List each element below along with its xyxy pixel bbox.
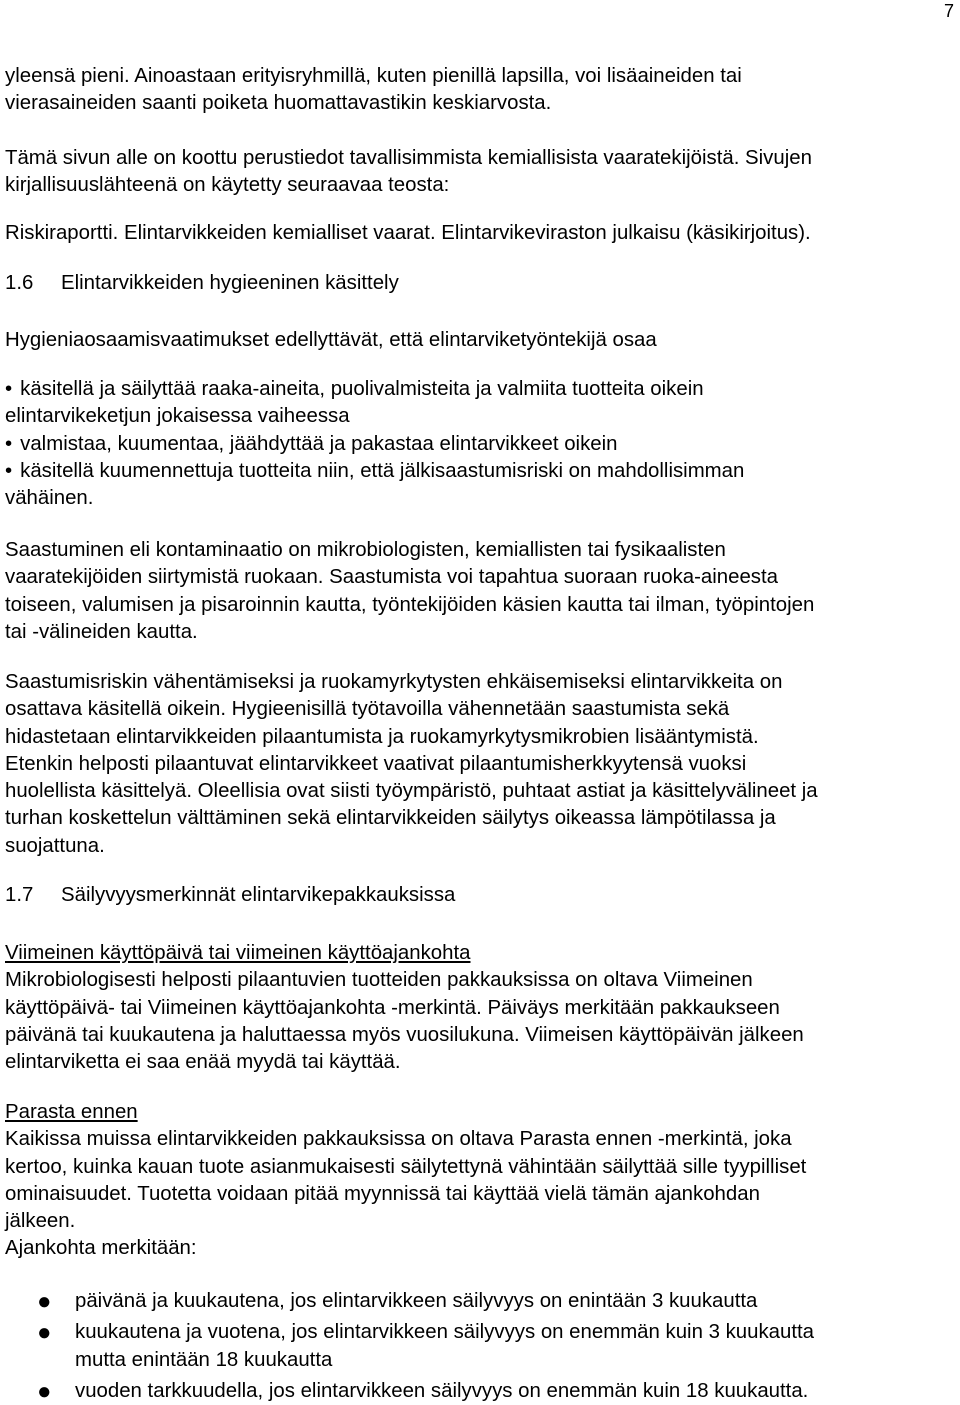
- text-line: turhan koskettelun välttäminen sekä elintarvikkeiden säilytys oikeassa lämpötilassa ja: [5, 807, 776, 830]
- text-line: käyttöpäivä- tai Viimeinen käyttöajankohta -merkintä. Päiväys merkitään pakkaukseen: [5, 996, 780, 1019]
- bullet-icon: ●: [37, 1319, 52, 1347]
- text-line: kertoo, kuinka kauan tuote asianmukaisesti säilytettynä vähintään säilyttää sille tyypilliset: [5, 1155, 807, 1178]
- list-item: [5, 1288, 955, 1315]
- text-line: Kaikissa muissa elintarvikkeiden pakkauksissa on oltava Parasta ennen -merkintä, joka: [5, 1128, 792, 1151]
- text-line: Tämä sivun alle on koottu perustiedot tavallisimmista kemiallisista vaaratekijöistä. Sivujen: [5, 147, 812, 169]
- text-line: kirjallisuuslähteenä on käytetty seuraavaa teosta:: [5, 174, 450, 197]
- list-item-text: päivänä ja kuukautena, jos elintarvikkeen säilyvyys on enintään 3 kuukautta: [75, 1290, 758, 1312]
- list-item-text: mutta enintään 18 kuukautta: [75, 1348, 333, 1371]
- text-line: Riskiraportti. Elintarvikkeiden kemialliset vaarat. Elintarvikeviraston julkaisu (käsikirjoitus).: [5, 222, 811, 244]
- text-line: ominaisuudet. Tuotetta voidaan pitää myynnissä tai käyttää vielä tämän ajankohdan: [5, 1182, 760, 1205]
- marking-intro: Ajankohta merkitään:: [5, 1237, 197, 1260]
- section-title: Elintarvikkeiden hygieeninen käsittely: [61, 272, 399, 294]
- section-heading-1-6: [5, 270, 399, 297]
- best-before-heading: Parasta ennen: [5, 1101, 138, 1123]
- text-line: osattava käsitellä oikein. Hygieenisillä työtavoilla vähennetään saastumista sekä: [5, 698, 730, 721]
- bullet-icon: ●: [37, 1377, 52, 1405]
- use-by-section: [5, 940, 804, 1076]
- risk-reduction-paragraph: [5, 669, 818, 860]
- list-item: • käsitellä kuumennettuja tuotteita niin, että jälkisaastumisriski on mahdollisimman: [5, 458, 744, 485]
- text-line: yleensä pieni. Ainoastaan erityisryhmillä, kuten pienillä lapsilla, voi lisäaineiden tai: [5, 65, 742, 87]
- list-item: [5, 1319, 955, 1374]
- text-line: huolellista käsittelyä. Oleellisia ovat siisti työympäristö, puhtaat astiat ja käsittelyvälineet ja: [5, 780, 818, 803]
- hygiene-skill-list: [5, 376, 744, 512]
- text-line: vierasaineiden saanti poiketa huomattavastikin keskiarvosta.: [5, 92, 552, 115]
- text-line: vaaratekijöiden siirtymistä ruokaan. Saastumista voi tapahtua suoraan ruoka-aineesta: [5, 566, 779, 589]
- list-item-continuation: vähäinen.: [5, 487, 94, 510]
- section-number: 1.6: [5, 272, 34, 294]
- text-line: jälkeen.: [5, 1210, 76, 1233]
- sources-intro-paragraph: [5, 145, 812, 200]
- list-item-text: vuoden tarkkuudella, jos elintarvikkeen säilyvyys on enemmän kuin 18 kuukautta.: [75, 1379, 809, 1402]
- source-reference: [5, 220, 811, 247]
- page-number: 7: [943, 1, 954, 21]
- text-line: päivänä tai kuukautena ja haluttaessa myös vuosilukuna. Viimeisen käyttöpäivän jälkeen: [5, 1023, 804, 1046]
- text-line: toiseen, valumisen ja pisaroinnin kautta, työntekijöiden käsien kautta tai ilman, työpintojen: [5, 593, 815, 616]
- text-line: elintarviketta ei saa enää myydä tai käyttää.: [5, 1051, 401, 1074]
- use-by-heading: Viimeinen käyttöpäivä tai viimeinen käyttöajankohta: [5, 942, 471, 964]
- list-item: • valmistaa, kuumentaa, jäähdyttää ja pakastaa elintarvikkeet oikein: [5, 431, 744, 458]
- section-title: Säilyvyysmerkinnät elintarvikepakkauksissa: [61, 884, 456, 906]
- text-line: Etenkin helposti pilaantuvat elintarvikkeet vaativat pilaantumisherkkyytensä vuoksi: [5, 752, 747, 775]
- text-line: Saastumisriskin vähentämiseksi ja ruokamyrkytysten ehkäisemiseksi elintarvikkeita on: [5, 671, 783, 693]
- list-item: [5, 1378, 955, 1405]
- text-line: Mikrobiologisesti helposti pilaantuvien tuotteiden pakkauksissa on oltava Viimeinen: [5, 969, 753, 992]
- section-number: 1.7: [5, 884, 34, 906]
- text-line: Hygieniaosaamisvaatimukset edellyttävät, että elintarviketyöntekijä osaa: [5, 329, 657, 351]
- marking-list: [5, 1288, 955, 1405]
- bullet-icon: ●: [37, 1288, 52, 1315]
- text-line: suojattuna.: [5, 834, 105, 857]
- text-line: hidastetaan elintarvikkeiden pilaantumista ja ruokamyrkytysmikrobien lisääntymistä.: [5, 725, 759, 748]
- list-item-continuation: elintarvikeketjun jokaisessa vaiheessa: [5, 405, 350, 428]
- section-heading-1-7: [5, 882, 455, 909]
- list-item: • käsitellä ja säilyttää raaka-aineita, puolivalmisteita ja valmiita tuotteita oikein: [5, 376, 744, 403]
- text-line: tai -välineiden kautta.: [5, 620, 198, 643]
- contamination-paragraph: [5, 537, 814, 646]
- list-item-text: kuukautena ja vuotena, jos elintarvikkeen säilyvyys on enemmän kuin 3 kuukautta: [75, 1321, 815, 1344]
- intro-paragraph: [5, 63, 742, 118]
- text-line: Saastuminen eli kontaminaatio on mikrobiologisten, kemiallisten tai fysikaalisten: [5, 539, 726, 561]
- hygiene-intro: [5, 327, 657, 354]
- best-before-section: [5, 1099, 806, 1263]
